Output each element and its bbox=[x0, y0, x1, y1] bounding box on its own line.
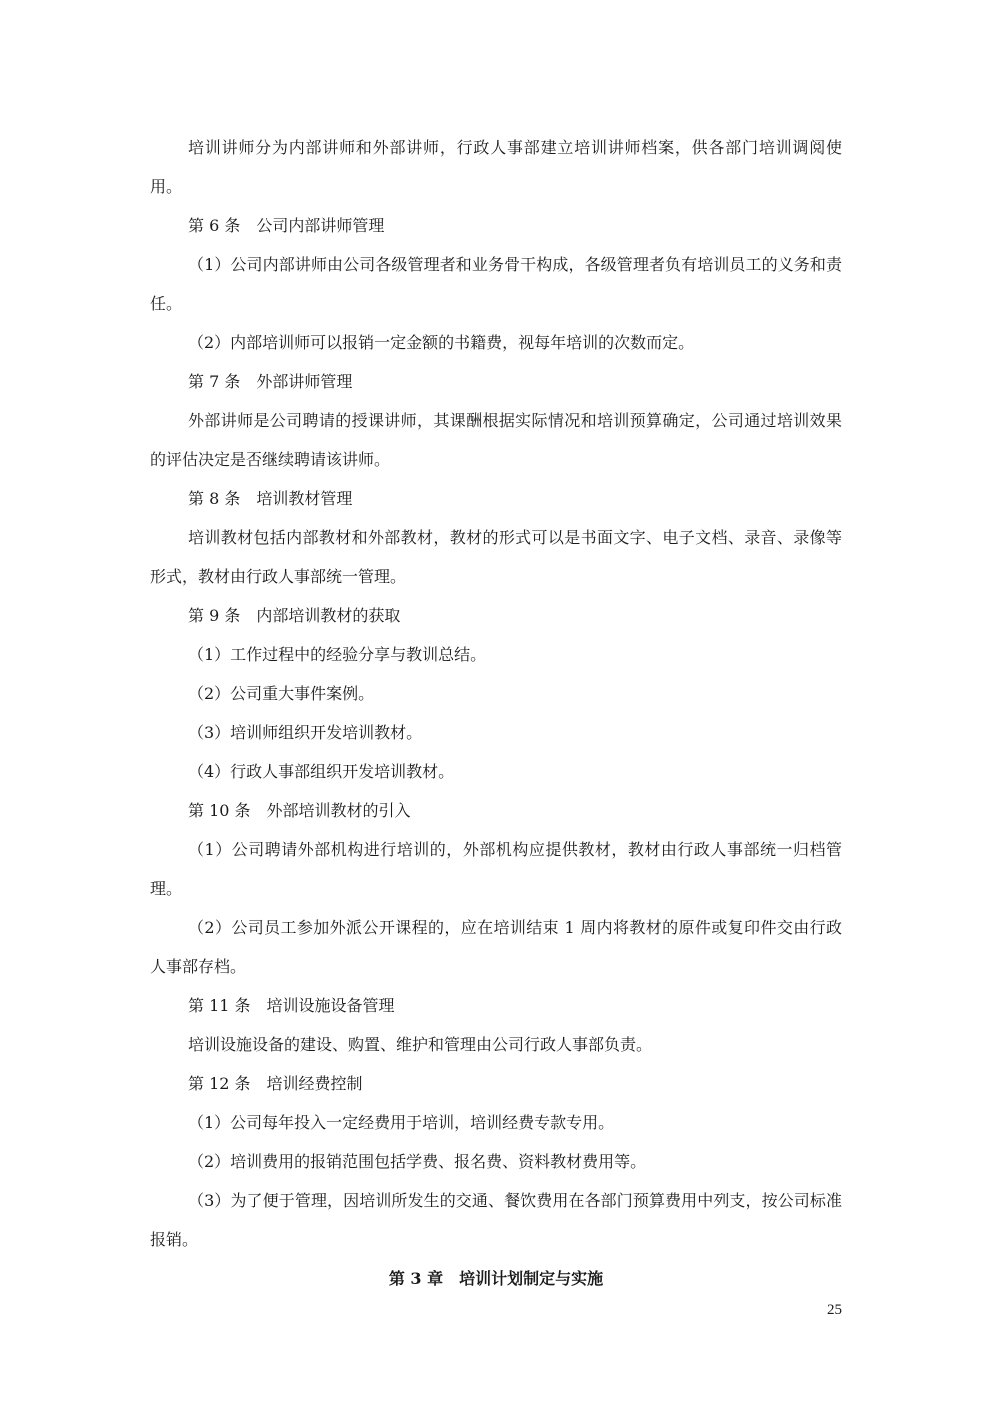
article-12-item-1: （1）公司每年投入一定经费用于培训，培训经费专款专用。 bbox=[188, 1113, 615, 1132]
article-9-item-4: （4）行政人事部组织开发培训教材。 bbox=[188, 762, 455, 781]
article-9-item-3: （3）培训师组织开发培训教材。 bbox=[188, 723, 423, 742]
paragraph-trainer-types: 培训讲师分为内部讲师和外部讲师，行政人事部建立培训讲师档案，供各部门培训调阅使用。 bbox=[150, 138, 842, 196]
article-9-item-2: （2）公司重大事件案例。 bbox=[188, 684, 375, 703]
article-9-title: 第 9 条 内部培训教材的获取 bbox=[188, 606, 401, 625]
article-10-title: 第 10 条 外部培训教材的引入 bbox=[188, 801, 411, 820]
article-6-title: 第 6 条 公司内部讲师管理 bbox=[188, 216, 385, 235]
article-6-item-1: （1）公司内部讲师由公司各级管理者和业务骨干构成，各级管理者负有培训员工的义务和责任。 bbox=[150, 255, 842, 313]
article-9-item-1: （1）工作过程中的经验分享与教训总结。 bbox=[188, 645, 487, 664]
article-8-body: 培训教材包括内部教材和外部教材，教材的形式可以是书面文字、电子文档、录音、录像等形式，教材由行政人事部统一管理。 bbox=[150, 528, 842, 586]
article-12-item-3: （3）为了便于管理，因培训所发生的交通、餐饮费用在各部门预算费用中列支，按公司标准报销。 bbox=[150, 1191, 842, 1249]
article-10-item-2: （2）公司员工参加外派公开课程的，应在培训结束 1 周内将教材的原件或复印件交由行政人事部存档。 bbox=[150, 918, 842, 976]
article-7-title: 第 7 条 外部讲师管理 bbox=[188, 372, 353, 391]
chapter-heading: 第 3 章 培训计划制定与实施 bbox=[388, 1269, 604, 1288]
article-12-item-2: （2）培训费用的报销范围包括学费、报名费、资料教材费用等。 bbox=[188, 1152, 647, 1171]
article-11-title: 第 11 条 培训设施设备管理 bbox=[188, 996, 395, 1015]
page-number: 25 bbox=[827, 1302, 842, 1318]
article-8-title: 第 8 条 培训教材管理 bbox=[188, 489, 353, 508]
article-10-item-1: （1）公司聘请外部机构进行培训的，外部机构应提供教材，教材由行政人事部统一归档管理。 bbox=[150, 840, 842, 898]
article-12-title: 第 12 条 培训经费控制 bbox=[188, 1074, 363, 1093]
article-6-item-2: （2）内部培训师可以报销一定金额的书籍费，视每年培训的次数而定。 bbox=[188, 333, 695, 352]
article-11-body: 培训设施设备的建设、购置、维护和管理由公司行政人事部负责。 bbox=[188, 1035, 653, 1054]
article-7-body: 外部讲师是公司聘请的授课讲师，其课酬根据实际情况和培训预算确定，公司通过培训效果的评估决定是否继续聘请该讲师。 bbox=[150, 411, 842, 469]
document-body bbox=[150, 128, 842, 1298]
